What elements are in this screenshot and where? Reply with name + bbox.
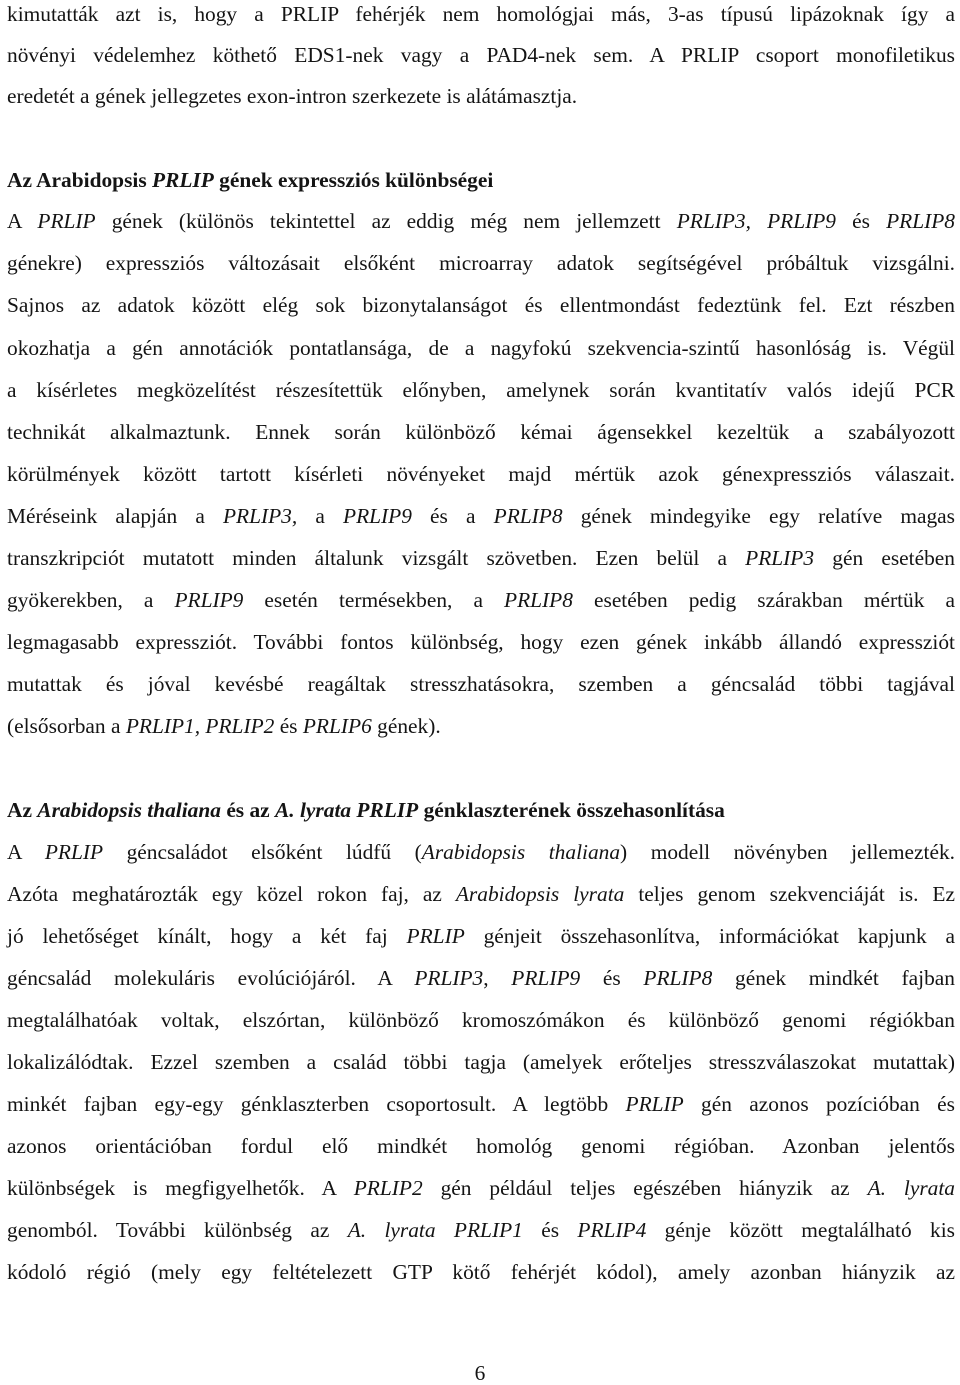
intro-line-1: kimutatták azt is, hogy a PRLIP fehérjék nem homológjai más, 3-as típusú lipázoknak így a xyxy=(7,2,955,26)
paragraph-line: Sajnos az adatok között elég sok bizonytalanságot és ellentmondást fedeztünk fel. Ezt részben xyxy=(7,293,955,317)
paragraph-line: körülmények között tartott kísérleti növényeket majd mértük azok génexpressziós válaszait. xyxy=(7,462,955,486)
paragraph-line: technikát alkalmaztunk. Ennek során különböző kémai ágensekkel kezeltük a szabályozott xyxy=(7,420,955,444)
paragraph-line: jó lehetőséget kínált, hogy a két faj PRLIP génjeit összehasonlítva, információkat kapjunk a xyxy=(7,924,955,948)
paragraph-line: gyökerekben, a PRLIP9 esetén termésekben, a PRLIP8 esetében pedig szárakban mértük a xyxy=(7,588,956,612)
paragraph-line: különbségek is megfigyelhetők. A PRLIP2 gén például teljes egészében hiányzik az A. lyrata xyxy=(7,1176,956,1200)
paragraph-line: kódoló régió (mely egy feltételezett GTP kötő fehérjét kódol), amely azonban hiányzik az xyxy=(7,1260,955,1284)
section-heading-cluster-comparison: Az Arabidopsis thaliana és az A. lyrata PRLIP génklaszterének összehasonlítása xyxy=(7,798,725,822)
paragraph-line: azonos orientációban fordul elő mindkét homológ genomi régióban. Azonban jelentős xyxy=(7,1134,955,1158)
paragraph-line: genomból. További különbség az A. lyrata PRLIP1 és PRLIP4 génje között megtalálható kis xyxy=(7,1218,955,1242)
paragraph-line: A PRLIP gének (különös tekintettel az eddig még nem jellemzett PRLIP3, PRLIP9 és PRLIP8 xyxy=(7,209,955,233)
paragraph-line: minkét fajban egy-egy génklaszterben csoportosult. A legtöbb PRLIP gén azonos pozícióban és xyxy=(7,1092,955,1116)
intro-line-2: növényi védelemhez köthető EDS1-nek vagy a PAD4-nek sem. A PRLIP csoport monofiletikus xyxy=(7,43,955,67)
section-heading-expression: Az Arabidopsis PRLIP gének expressziós különbségei xyxy=(7,168,494,192)
paragraph-line: (elsősorban a PRLIP1, PRLIP2 és PRLIP6 gének). xyxy=(7,714,441,738)
paragraph-line: A PRLIP géncsaládot elsőként lúdfű (Arabidopsis thaliana) modell növényben jellemezték. xyxy=(7,840,956,864)
paragraph-line: legmagasabb expressziót. További fontos különbség, hogy ezen gének inkább állandó expressziót xyxy=(7,630,955,654)
paragraph-line: génekre) expressziós változásait elsőként microarray adatok segítségével próbáltuk vizsgálni. xyxy=(7,251,955,275)
paragraph-line: transzkripciót mutatott minden általunk vizsgált szövetben. Ezen belül a PRLIP3 gén esetében xyxy=(7,546,955,570)
paragraph-line: Azóta meghatározták egy közel rokon faj, az Arabidopsis lyrata teljes genom szekvenciáját is. Ez xyxy=(7,882,955,906)
paragraph-line: lokalizálódtak. Ezzel szemben a család többi tagja (amelyek erőteljes stresszválaszokat mutattak) xyxy=(7,1050,955,1074)
paragraph-line: mutattak és jóval kevésbé reagáltak stresszhatásokra, szemben a géncsalád többi tagjával xyxy=(7,672,955,696)
paragraph-line: a kísérletes megközelítést részesítettük előnyben, amelynek során kvantitatív valós idejű PCR xyxy=(7,378,955,402)
paragraph-line: géncsalád molekuláris evolúciójáról. A PRLIP3, PRLIP9 és PRLIP8 gének mindkét fajban xyxy=(7,966,955,990)
intro-line-3: eredetét a gének jellegzetes exon-intron szerkezete is alátámasztja. xyxy=(7,84,578,108)
paragraph-line: megtalálhatóak voltak, elszórtan, különböző kromoszómákon és különböző genomi régiókban xyxy=(7,1008,955,1032)
paragraph-line: Méréseink alapján a PRLIP3, a PRLIP9 és a PRLIP8 gének mindegyike egy relatíve magas xyxy=(7,504,955,528)
page-number: 6 xyxy=(474,1361,486,1385)
paragraph-line: okozhatja a gén annotációk pontatlansága, de a nagyfokú szekvencia-szintű hasonlóság is. Végül xyxy=(7,336,955,360)
